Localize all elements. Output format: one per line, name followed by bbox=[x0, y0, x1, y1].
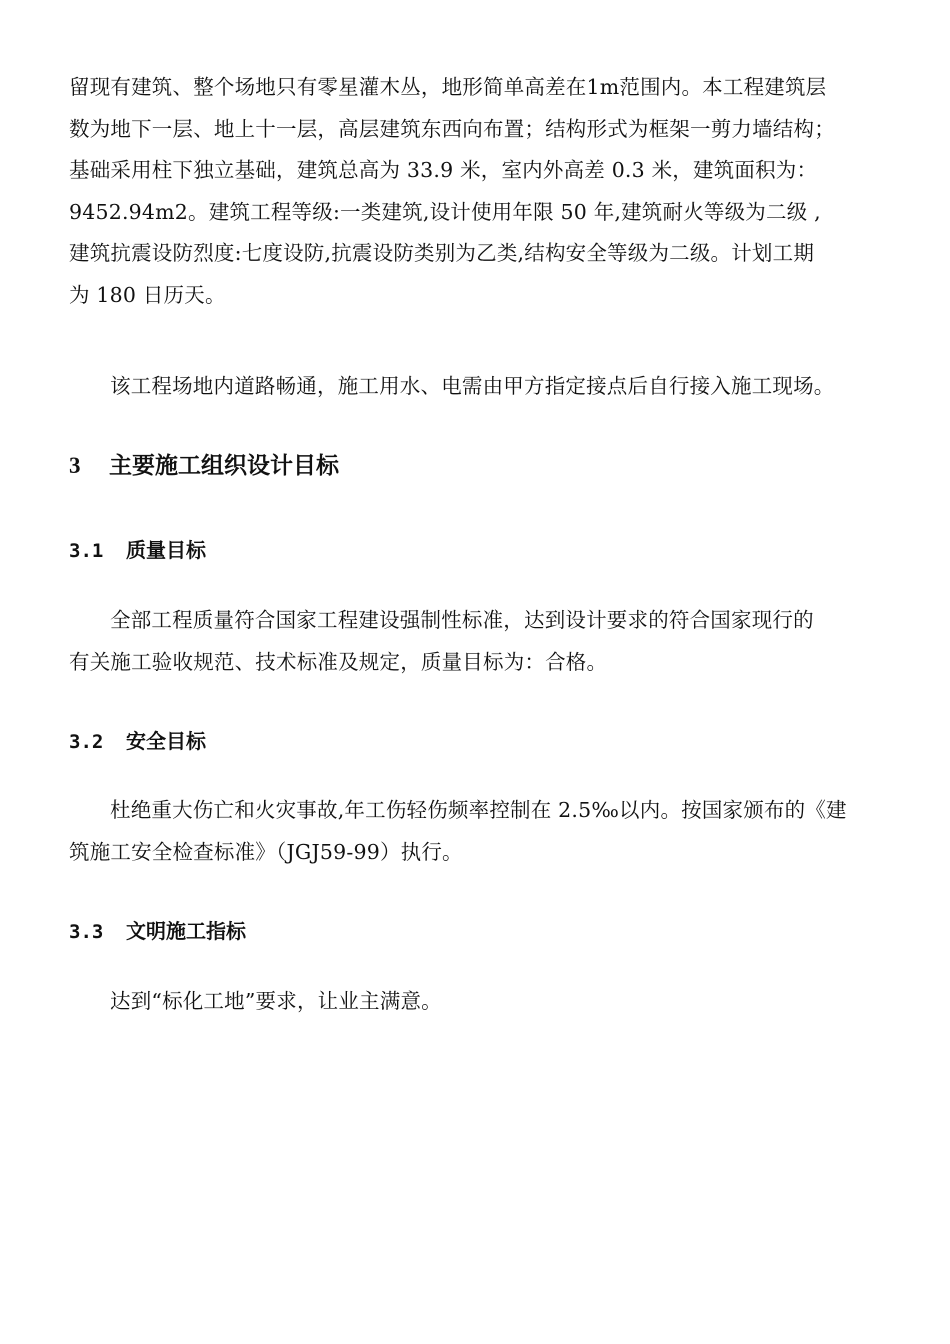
intro-paragraph bbox=[69, 67, 877, 316]
subsection-number: 3.2 bbox=[69, 731, 104, 753]
civilized-construction-paragraph bbox=[69, 981, 877, 1023]
intro-line: 数为地下一层、地上十一层，高层建筑东西向布置；结构形式为框架一剪力墙结构； bbox=[69, 116, 835, 141]
intro-line: 建筑抗震设防烈度:七度设防,抗震设防类别为乙类,结构安全等级为二级。计划工期 bbox=[69, 241, 815, 265]
intro-line: 9452.94m2。建筑工程等级:一类建筑,设计使用年限 50 年,建筑耐火等级为二级 , bbox=[69, 199, 821, 224]
body-line: 有关施工验收规范、技术标准及规定，质量目标为：合格。 bbox=[69, 649, 608, 674]
intro-line: 基础采用柱下独立基础，建筑总高为 33.9 米，室内外高差 0.3 米，建筑面积为： bbox=[69, 158, 818, 182]
quality-goal-paragraph bbox=[69, 600, 877, 683]
intro-line: 留现有建筑、整个场地只有零星灌木丛，地形简单高差在1m范围内。本工程建筑层 bbox=[69, 75, 827, 99]
subsection-title: 安全目标 bbox=[126, 729, 206, 753]
safety-goal-paragraph bbox=[69, 790, 877, 873]
subsection-number: 3.1 bbox=[69, 540, 104, 562]
body-line: 筑施工安全检查标准》（JGJ59-99）执行。 bbox=[69, 839, 463, 864]
section-number: 3 bbox=[69, 453, 81, 478]
subsection-3-1-heading bbox=[69, 535, 206, 566]
body-line: 达到“标化工地”要求，让业主满意。 bbox=[110, 989, 442, 1013]
section-3-heading bbox=[69, 449, 339, 483]
subsection-3-2-heading bbox=[69, 726, 206, 757]
subsection-3-3-heading bbox=[69, 916, 246, 947]
subsection-title: 质量目标 bbox=[126, 538, 206, 562]
body-line: 全部工程质量符合国家工程建设强制性标准，达到设计要求的符合国家现行的 bbox=[110, 608, 814, 632]
section-title: 主要施工组织设计目标 bbox=[109, 453, 339, 479]
subsection-number: 3.3 bbox=[69, 921, 104, 943]
site-conditions-text: 该工程场地内道路畅通，施工用水、电需由甲方指定接点后自行接入施工现场。 bbox=[110, 374, 835, 398]
intro-line: 为 180 日历天。 bbox=[69, 282, 226, 307]
site-conditions-paragraph bbox=[69, 366, 877, 408]
body-line: 杜绝重大伤亡和火灾事故,年工伤轻伤频率控制在 2.5‰以内。按国家颁布的《建 bbox=[110, 798, 847, 822]
subsection-title: 文明施工指标 bbox=[126, 919, 246, 943]
